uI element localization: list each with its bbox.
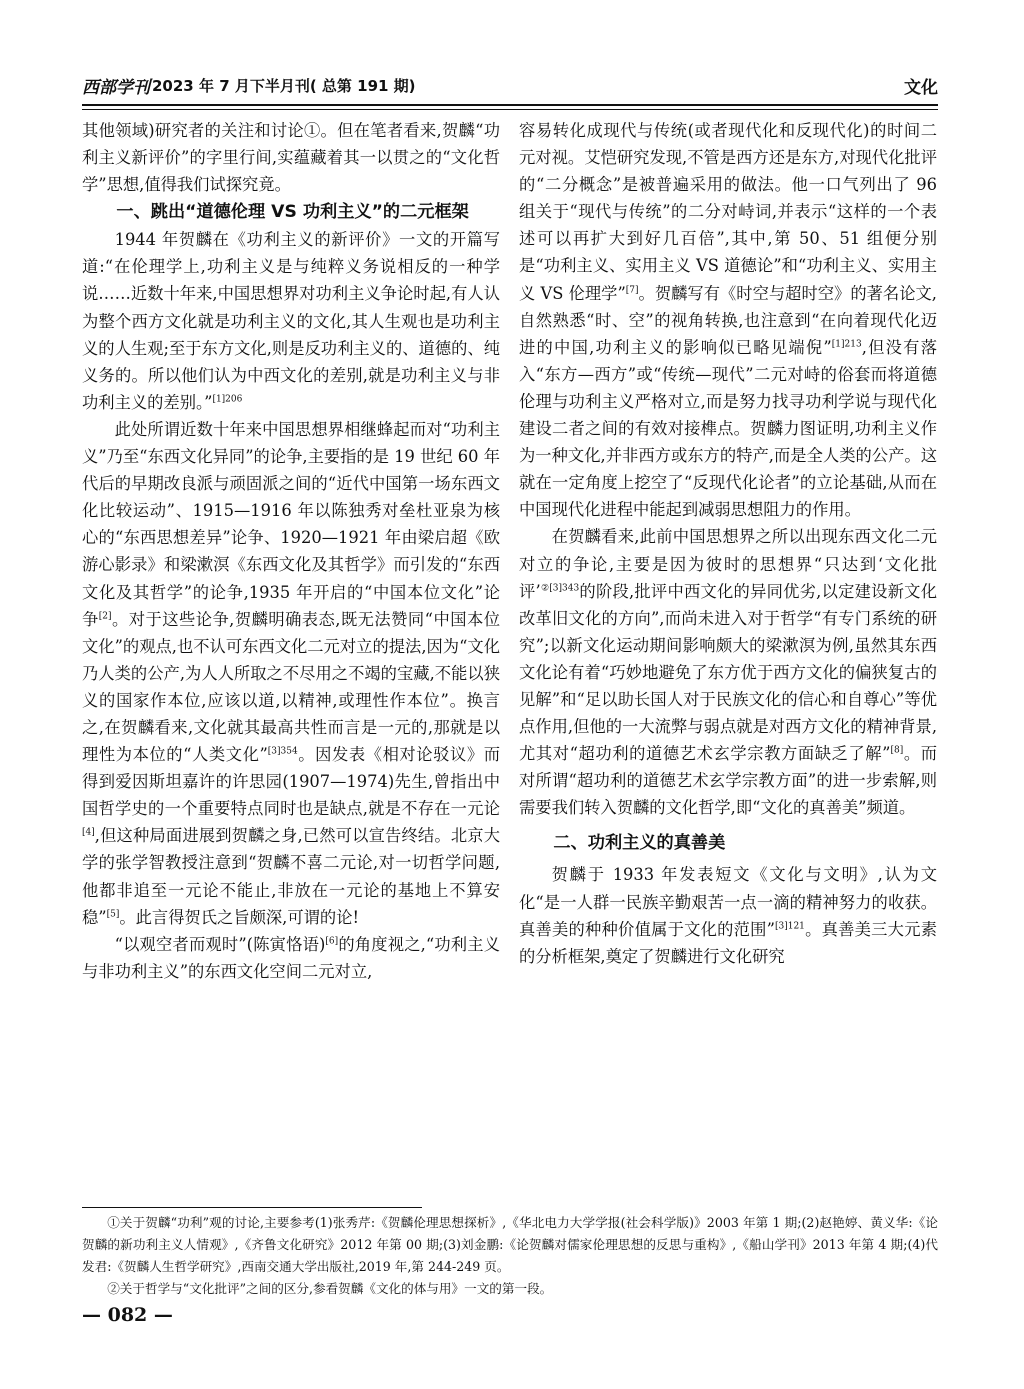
paragraph [82, 931, 500, 985]
paragraph-text: 的角度视之,“功利主义与非功利主义”的东西文化空间二元对立, [82, 934, 501, 981]
paragraph-text: 。真善美三大元素的分析框架,奠定了贺麟进行文化研究 [519, 919, 937, 966]
footnotes [82, 1212, 938, 1300]
footnote-rule [82, 1207, 422, 1208]
paragraph-text: 容易转化成现代与传统(或者现代化和反现代化)的时间二元对视。艾恺研究发现,不管是西方还是东方,对现代化批评的“二分概念”是被普遍采用的做法。他一口气列出了 96 组关于“现代与传统”的二分对峙词,并表示“这样的一个表述可以再扩大到好几百倍”,其中,第 50、51 组便分别是“功利主义、实用主义 VS 道德论”和“功利主义、实用主义 VS 伦理学” [519, 121, 937, 303]
paragraph-text: 。此言得贺氏之旨颇深,可谓的论! [119, 907, 360, 927]
paragraph-text: 1944 年贺麟在《功利主义的新评价》一文的开篇写道:“在伦理学上,功利主义是与纯粹义务说相反的一种学说……近数十年来,中国思想界对功利主义争论时起,有人认为整个西方文化就是功利主义的文化,其人生观也是功利主义的人生观;至于东方文化,则是反功利主义的、道德的、纯义务的。所以他们认为中西文化的差别,就是功利主义与非功利主义的差别。” [82, 230, 500, 412]
paragraph-text: 此处所谓近数十年来中国思想界相继蜂起而对“功利主义”乃至“东西文化异同”的论争,主要指的是 19 世纪 60 年代后的早期改良派与顽固派之间的“近代中国第一场东西文化比较运动”、1915—1916 年以陈独秀对垒杜亚泉为核心的“东西思想差异”论争、1920—1921 年由梁启超《欧游心影录》和梁漱溟《东西文化及其哲学》而引发的“东西文化及其哲学”的论争,1935 年开启的“中国本位文化”论争 [82, 419, 500, 629]
header-rule-thick [82, 104, 938, 106]
paragraph [519, 523, 937, 821]
paragraph-text: ,但这种局面进展到贺麟之身,已然可以宣告终结。北京大学的张学智教授注意到“贺麟不喜二元论,对一切哲学问题,他都非追至一元论不能止,非放在一元论的基地上不算安稳” [82, 826, 500, 927]
citation: [2] [98, 611, 112, 622]
paragraph [519, 117, 937, 523]
footnote-1: ①关于贺麟“功利”观的讨论,主要参考(1)张秀芹:《贺麟伦理思想探析》,《华北电力大学学报(社会科学版)》2003 年第 1 期;(2)赵艳婷、黄义华:《论贺麟的新功利主义人情观》,《齐鲁文化研究》2012 年第 00 期;(3)刘金鹏:《论贺麟对儒家伦理思想的反思与重构》,《船山学刊》2013 年第 4 期;(4)代发君:《贺麟人生哲学研究》,西南交通大学出版社,2019 年,第 244-249 页。 [82, 1215, 938, 1274]
header-rule-thin [82, 109, 938, 110]
paragraph-text: 。贺麟写有《时空与超时空》的著名论文,自然熟悉“时、空”的视角转换,也注意到“在向着现代化迈进的中国,功利主义的影响似已略见端倪” [519, 283, 937, 357]
footnote-2: ②关于哲学与“文化批评”之间的区分,参看贺麟《文化的体与用》一文的第一段。 [107, 1281, 553, 1296]
paragraph-text: 。因发表《相对论驳议》而得到爱因斯坦嘉许的许思园(1907—1974)先生,曾指出中国哲学史的一个重要特点同时也是缺点,就是不存在一元论 [82, 745, 500, 819]
paragraph-text: 的阶段,批评中西文化的异同优劣,以定建设新文化改革旧文化的方向”,而尚未进入对于哲学“有专门系统的研究”;以新文化运动期间影响颇大的梁漱溟为例,虽然其东西文化论有着“巧妙地避免了东方优于西方文化的偏狭复古的见解”和“足以助长国人对于民族文化的信心和自尊心”等优点作用,但他的一大流弊与弱点就是对西方文化的精神背景,尤其对“超功利的道德艺术玄学宗教方面缺乏了解” [519, 581, 937, 764]
section-heading-1: 一、跳出“道德伦理 VS 功利主义”的二元框架 [116, 202, 469, 223]
left-column [82, 117, 500, 985]
running-header [82, 70, 938, 100]
paragraph-text: 贺麟于 1933 年发表短文《文化与文明》,认为文化“是一人群一民族辛勤艰苦一点一滴的精神努力的收获。真善美的种种价值属于文化的范围” [519, 865, 937, 939]
page-number: — 082 — [82, 1304, 173, 1326]
journal-logo: 西部学刊 [82, 77, 150, 98]
issue-info: 2023 年 7 月下半月刊( 总第 191 期) [152, 76, 416, 95]
right-column [519, 117, 937, 970]
paragraph-text: ,但没有落入“东方—西方”或“传统—现代”二元对峙的俗套而将道德伦理与功利主义严格对立,而是努力找寻功利学说与现代化建设二者之间的有效对接榫点。贺麟力图证明,功利主义作为一种文化,并非西方或东方的特产,而是全人类的公产。这就在一定角度上挖空了“反现代化论者”的立论基础,从而在中国现代化进程中能起到减弱思想阻力的作用。 [519, 337, 937, 520]
citation: [6] [325, 936, 339, 947]
paragraph-text: “以观空者而观时”(陈寅恪语) [114, 934, 326, 954]
paragraph [82, 416, 500, 931]
citation: [1]213 [831, 339, 862, 350]
paragraph-text: 在贺麟看来,此前中国思想界之所以出现东西文化二元对立的争论,主要是因为彼时的思想界“只达到‘文化批评’ [519, 527, 937, 601]
citation: [1]206 [212, 394, 243, 405]
paragraph [519, 861, 937, 969]
citation: [3]354 [267, 746, 298, 757]
citation: [7] [625, 285, 639, 296]
paragraph [82, 226, 500, 416]
paragraph-text: 。对于这些论争,贺麟明确表态,既无法赞同“中国本位文化”的观点,也不认可东西文化二元对立的提法,因为“文化乃人类的公产,为人人所取之不尽用之不竭的宝藏,不能以狭义的国家作本位,应该以道,以精神,或理性作本位”。换言之,在贺麟看来,文化就其最高共性而言是一元的,那就是以理性为本位的“人类文化” [82, 609, 500, 765]
citation: [4] [82, 827, 95, 838]
section-name: 文化 [904, 77, 938, 98]
header-left [82, 73, 416, 98]
citation: [3]121 [774, 921, 805, 932]
citation: ②[3]343 [540, 583, 580, 594]
paragraph: 其他领域)研究者的关注和讨论①。但在笔者看来,贺麟“功利主义新评价”的字里行间,实蕴藏着其一以贯之的“文化哲学”思想,值得我们试探究竟。 [82, 121, 500, 195]
paragraph-text: 。而对所谓“超功利的道德艺术玄学宗教方面”的进一步索解,则需要我们转入贺麟的文化哲学,即“文化的真善美”频道。 [519, 744, 937, 818]
citation: [5] [106, 909, 120, 920]
section-heading-2: 二、功利主义的真善美 [553, 833, 726, 854]
citation: [8] [890, 745, 904, 756]
